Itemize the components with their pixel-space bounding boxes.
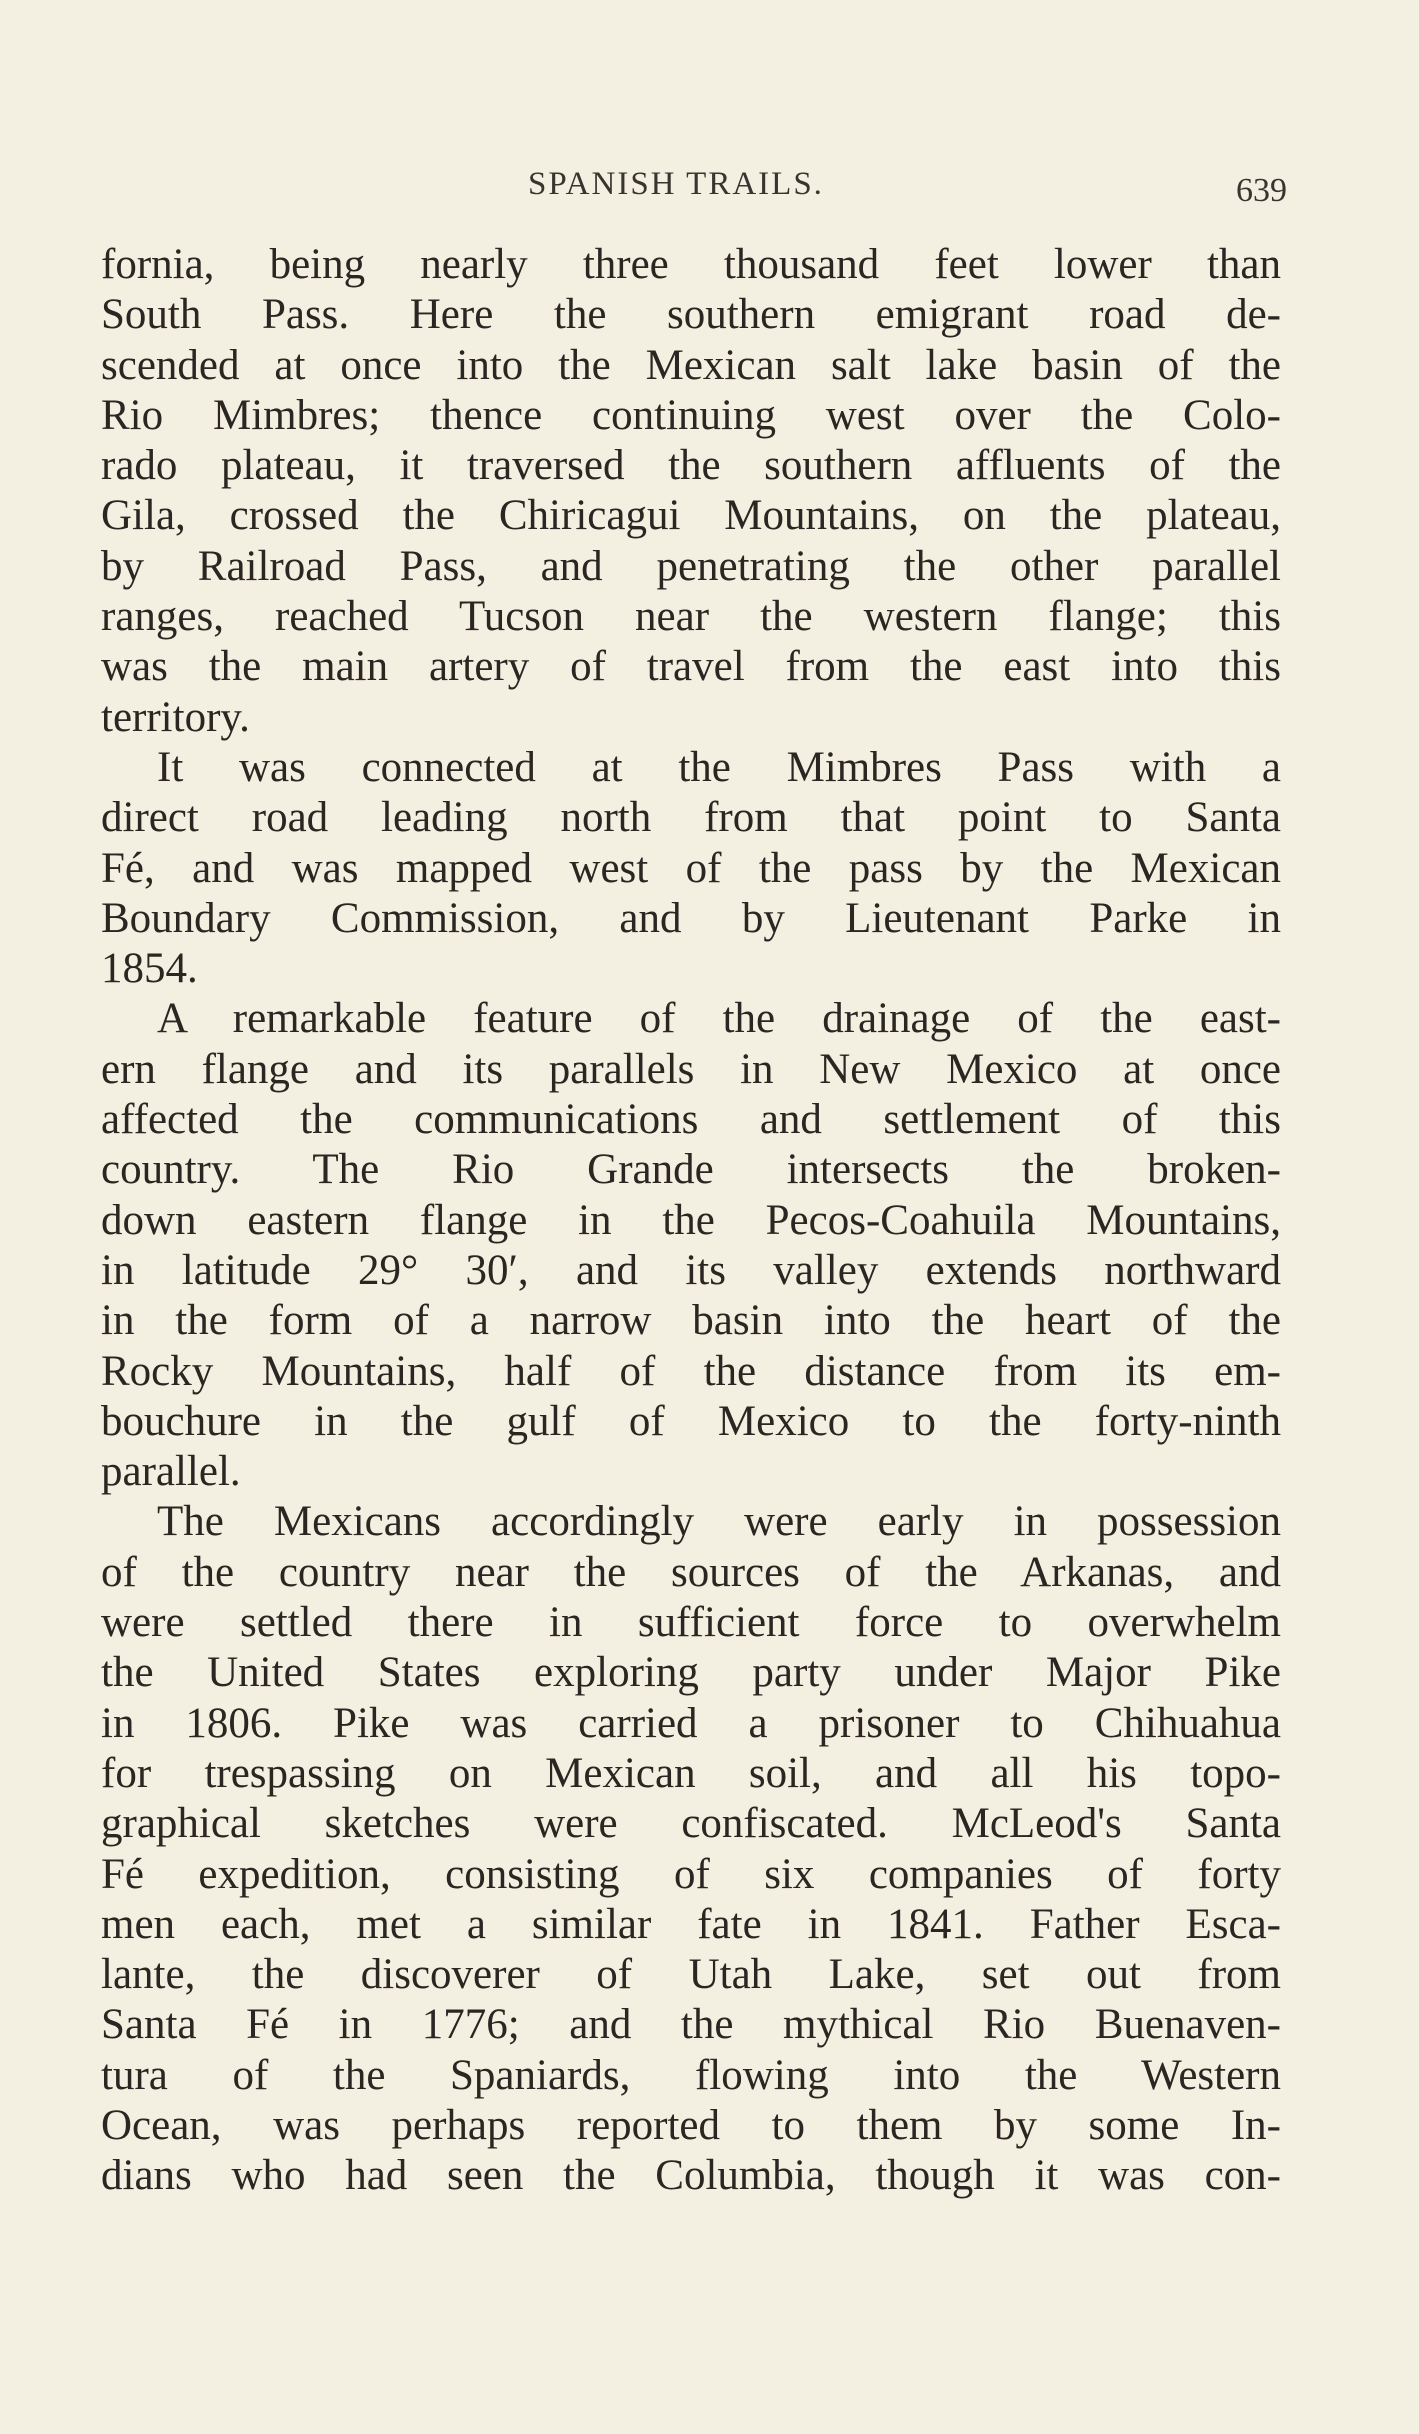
text-line: tura of the Spaniards, flowing into the Western [101,2051,1281,2099]
paragraph-start-line: A remarkable feature of the drainage of the east- [157,995,1281,1043]
text-line: bouchure in the gulf of Mexico to the forty-ninth [101,1397,1281,1445]
text-line: Fé expedition, consisting of six companies of forty [101,1850,1281,1898]
page-number: 639 [1236,172,1287,209]
text-line: was the main artery of travel from the east into this [101,643,1281,691]
text-line: Boundary Commission, and by Lieutenant Parke in [101,894,1281,942]
paragraph-start-line: The Mexicans accordingly were early in possession [157,1498,1281,1546]
body-text [101,240,1281,2202]
text-line: fornia, being nearly three thousand feet lower than [101,241,1281,288]
paragraph-start-line: It was connected at the Mimbres Pass with a [157,743,1281,791]
text-line: Rocky Mountains, half of the distance from its em- [101,1347,1281,1395]
text-line: ern flange and its parallels in New Mexico at once [101,1045,1281,1093]
text-line: in the form of a narrow basin into the heart of the [101,1297,1281,1345]
paragraph-end-line: parallel. [101,1448,241,1496]
text-line: country. The Rio Grande intersects the broken- [101,1146,1281,1194]
text-line: Gila, crossed the Chiricagui Mountains, on the plateau, [101,492,1281,540]
text-line: South Pass. Here the southern emigrant road de- [101,291,1281,339]
text-line: were settled there in sufficient force to overwhelm [101,1599,1281,1647]
text-line: graphical sketches were confiscated. McLeod's Santa [101,1800,1281,1848]
running-title: SPANISH TRAILS. [528,166,824,202]
text-line: rado plateau, it traversed the southern affluents of the [101,442,1281,490]
text-line: dians who had seen the Columbia, though it was con- [101,2152,1281,2200]
text-line: for trespassing on Mexican soil, and all his topo- [101,1749,1281,1797]
text-line: affected the communications and settlement of this [101,1096,1281,1144]
text-line: in latitude 29° 30′, and its valley extends northward [101,1246,1281,1294]
paragraph-end-line: 1854. [101,945,198,993]
text-line: Ocean, was perhaps reported to them by some In- [101,2101,1281,2149]
text-line: men each, met a similar fate in 1841. Father Esca- [101,1900,1281,1948]
text-line: ranges, reached Tucson near the western flange; this [101,593,1281,641]
text-line: of the country near the sources of the Arkanas, and [101,1548,1281,1596]
text-line: Santa Fé in 1776; and the mythical Rio Buenaven- [101,2001,1281,2049]
text-line: lante, the discoverer of Utah Lake, set out from [101,1951,1281,1999]
text-line: in 1806. Pike was carried a prisoner to Chihuahua [101,1699,1281,1747]
text-line: Rio Mimbres; thence continuing west over the Colo- [101,391,1281,439]
text-line: the United States exploring party under Major Pike [101,1649,1281,1697]
paragraph-end-line: territory. [101,693,250,741]
running-head [0,160,1419,210]
text-line: down eastern flange in the Pecos-Coahuila Mountains, [101,1196,1281,1244]
text-line: direct road leading north from that point to Santa [101,794,1281,842]
text-line: by Railroad Pass, and penetrating the other parallel [101,542,1281,590]
text-line: scended at once into the Mexican salt lake basin of the [101,341,1281,389]
text-line: Fé, and was mapped west of the pass by the Mexican [101,844,1281,892]
